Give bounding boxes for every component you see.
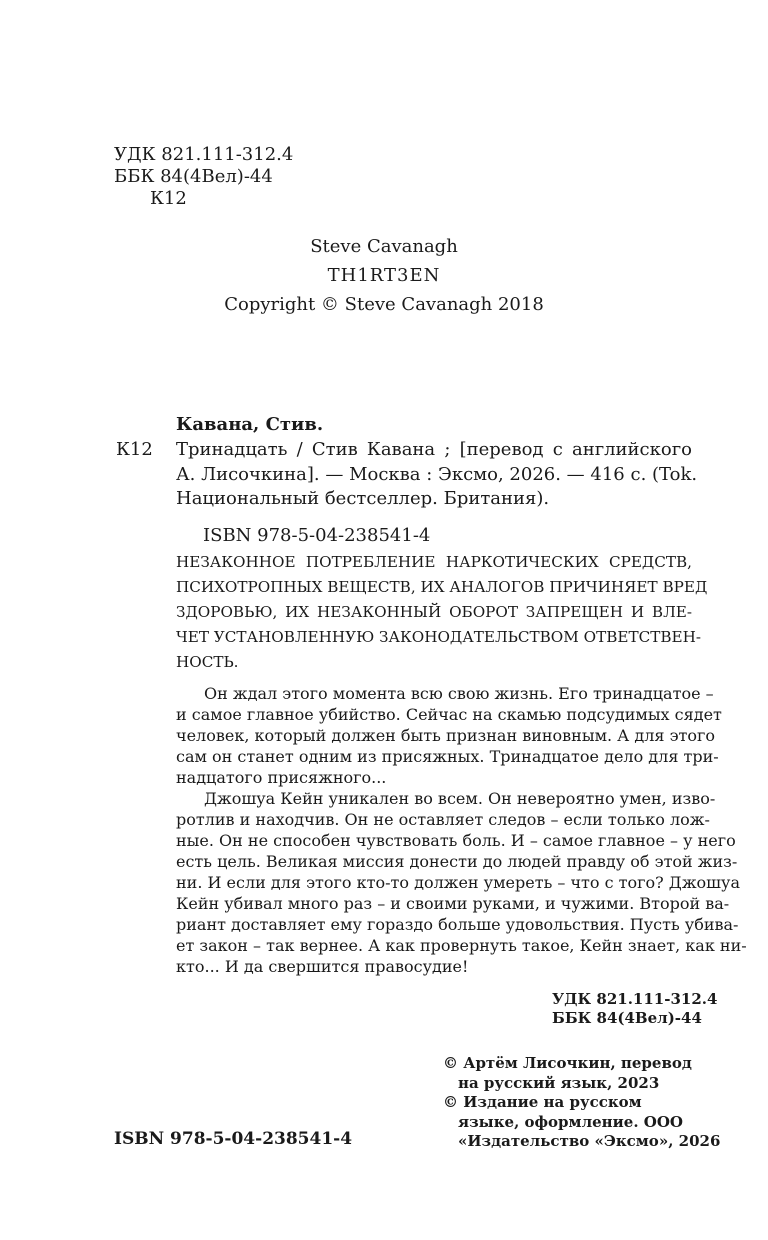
annotation-line: надцатого присяжного... — [176, 768, 387, 787]
udk-code: УДК 821.111-312.4 — [114, 144, 294, 165]
annotation-line: есть цель. Великая миссия донести до людей правду об этой жиз- — [176, 852, 738, 871]
original-title: TH1RT3EN — [327, 265, 441, 286]
warning-line: ЗДОРОВЬЮ, ИХ НЕЗАКОННЫЙ ОБОРОТ ЗАПРЕЩЕН И ВЛЕ- — [176, 603, 692, 621]
copyright-line: © Артём Лисочкин, перевод — [443, 1054, 692, 1072]
bbk-code: ББК 84(4Вел)-44 — [114, 166, 273, 187]
annotation-line: сам он станет одним из присяжных. Тринадцатое дело для три- — [176, 747, 719, 766]
annotation-line: ротлив и находчив. Он не оставляет следов – если только лож- — [176, 810, 710, 829]
catalog-isbn: ISBN 978-5-04-238541-4 — [203, 525, 431, 546]
annotation-line: ет закон – так вернее. А как провернуть такое, Кейн знает, как ни- — [176, 936, 747, 955]
copyright-line: на русский язык, 2023 — [458, 1073, 660, 1092]
author-mark: К12 — [150, 188, 187, 209]
copyright-line: языке, оформление. ООО — [458, 1112, 683, 1131]
classification-top — [114, 144, 293, 210]
drug-warning — [176, 550, 708, 675]
annotation-line: кто... И да свершится правосудие! — [176, 957, 469, 976]
annotation-line: человек, который должен быть признан виновным. А для этого — [176, 726, 716, 745]
udk-code-bottom: УДК 821.111-312.4 — [552, 990, 718, 1008]
description-line: Национальный бестселлер. Британия). — [176, 488, 550, 509]
annotation-line: риант доставляет ему гораздо больше удовольствия. Пусть убива- — [176, 915, 739, 934]
isbn-bottom: ISBN 978-5-04-238541-4 — [114, 1129, 353, 1149]
description-line: А. Лисочкина]. — Москва : Эксмо, 2026. — 416 с. (Tok. — [176, 463, 698, 485]
classification-bottom — [552, 990, 717, 1028]
catalog-author-mark: К12 — [116, 439, 153, 460]
original-author: Steve Cavanagh — [310, 236, 458, 257]
original-copyright: Copyright © Steve Cavanagh 2018 — [224, 294, 544, 315]
original-title-block — [0, 232, 768, 319]
catalog-description — [176, 438, 698, 512]
description-line: Тринадцать / Стив Кавана ; [перевод с английского — [176, 439, 692, 460]
annotation-line: и самое главное убийство. Сейчас на скамью подсудимых сядет — [176, 705, 722, 724]
annotation-line: Джошуа Кейн уникален во всем. Он невероятно умен, изво- — [204, 789, 716, 808]
copyright-line: © Издание на русском — [443, 1093, 642, 1111]
copyright-line: «Издательство «Эксмо», 2026 — [458, 1132, 721, 1150]
warning-line: НЕЗАКОННОЕ ПОТРЕБЛЕНИЕ НАРКОТИЧЕСКИХ СРЕДСТВ, — [176, 553, 692, 571]
warning-line: ПСИХОТРОПНЫХ ВЕЩЕСТВ, ИХ АНАЛОГОВ ПРИЧИНЯЕТ ВРЕД — [176, 578, 708, 596]
annotation-line: Он ждал этого момента всю свою жизнь. Его тринадцатое – — [204, 684, 714, 703]
warning-line: НОСТЬ. — [176, 653, 239, 671]
book-annotation — [176, 683, 747, 977]
annotation-line: ные. Он не способен чувствовать боль. И – самое главное – у него — [176, 831, 736, 850]
catalog-author-heading: Кавана, Стив. — [176, 414, 324, 435]
copyright-block — [443, 1054, 721, 1152]
bbk-code-bottom: ББК 84(4Вел)-44 — [552, 1009, 702, 1027]
warning-line: ЧЕТ УСТАНОВЛЕННУЮ ЗАКОНОДАТЕЛЬСТВОМ ОТВЕТСТВЕН- — [176, 628, 701, 646]
annotation-line: ни. И если для этого кто-то должен умереть – что с того? Джошуа — [176, 873, 740, 892]
annotation-line: Кейн убивал много раз – и своими руками, и чужими. Второй ва- — [176, 894, 730, 913]
